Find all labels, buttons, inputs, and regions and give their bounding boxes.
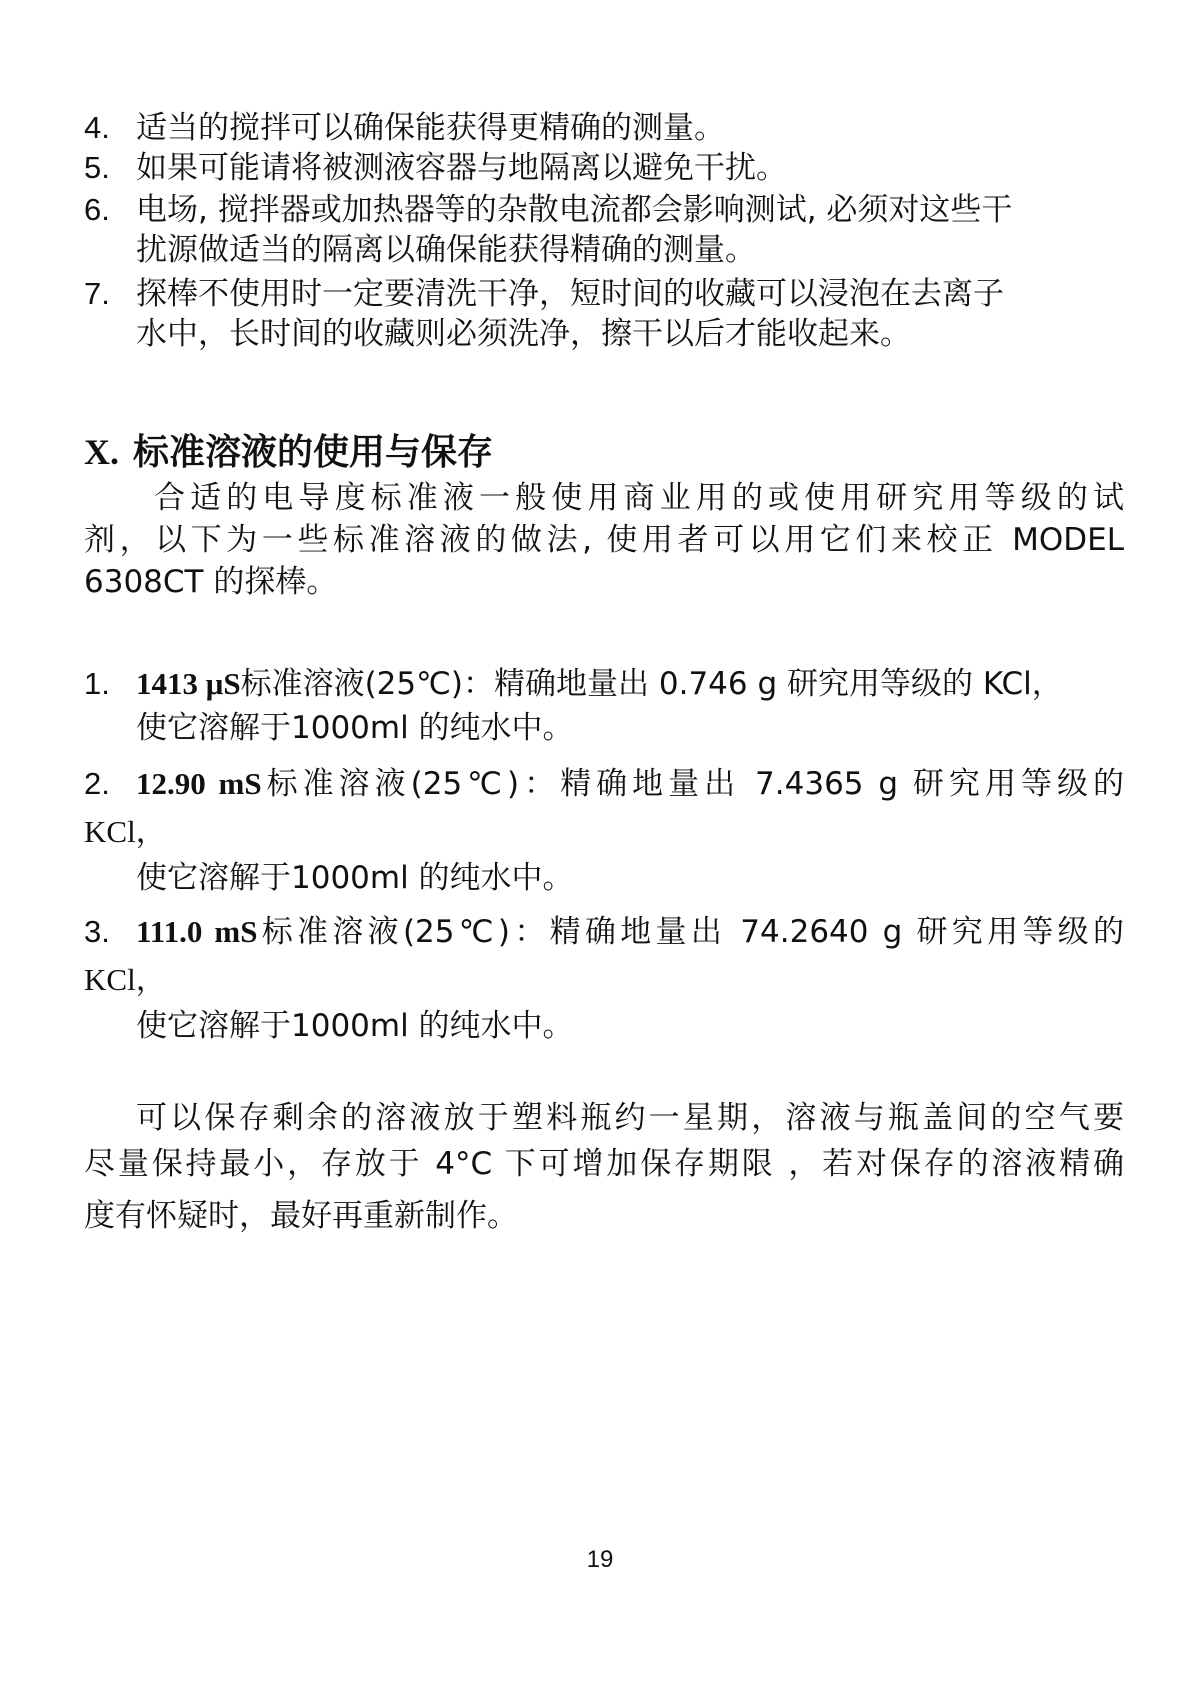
list-text: 如果可能请将被测液容器与地隔离以避免干扰。 xyxy=(136,150,787,186)
solution-item-2 xyxy=(84,764,1124,804)
concentration: 1413 μS xyxy=(136,666,241,701)
storage-line-3: 度有怀疑时，最好再重新制作。 xyxy=(84,1198,518,1234)
list-number: 1. xyxy=(84,666,110,701)
solution-dissolve-1: 使它溶解于1000ml 的纯水中。 xyxy=(136,710,574,746)
solution-cont-3: KCl， xyxy=(84,962,167,997)
list-text: 适当的搅拌可以确保能获得更精确的测量。 xyxy=(136,110,725,146)
list-item-7 xyxy=(84,274,1004,314)
section-title: 标准溶液的使用与保存 xyxy=(133,432,494,473)
section-heading xyxy=(84,428,493,477)
solution-text: 标准溶液(25℃)：精确地量出 7.4365 g 研究用等级的 xyxy=(261,766,1124,802)
page-number: 19 xyxy=(586,1546,614,1573)
solution-dissolve-3: 使它溶解于1000ml 的纯水中。 xyxy=(136,1008,574,1044)
storage-line-1: 可以保存剩余的溶液放于塑料瓶约一星期，溶液与瓶盖间的空气要 xyxy=(136,1100,1124,1136)
list-item-4 xyxy=(84,108,725,148)
solution-text: 标准溶液(25℃)：精确地量出 0.746 g 研究用等级的 KCl， xyxy=(240,666,1063,702)
list-number: 5. xyxy=(84,150,110,185)
list-number: 6. xyxy=(84,192,110,227)
list-text: 探棒不使用时一定要清洗干净，短时间的收藏可以浸泡在去离子 xyxy=(136,276,1004,312)
list-number: 3. xyxy=(84,914,110,949)
list-text: 水中，长时间的收藏则必须洗净，擦干以后才能收起来。 xyxy=(136,316,911,352)
concentration: 12.90 mS xyxy=(136,766,262,801)
list-number: 2. xyxy=(84,766,110,801)
list-item-5 xyxy=(84,148,787,188)
solution-item-3 xyxy=(84,912,1124,952)
intro-line-3: 6308CT 的探棒。 xyxy=(84,564,338,600)
concentration: 111.0 mS xyxy=(136,914,258,949)
solution-dissolve-2: 使它溶解于1000ml 的纯水中。 xyxy=(136,860,574,896)
intro-line-1: 合适的电导度标准液一般使用商业用的或使用研究用等级的试 xyxy=(154,480,1124,516)
list-text: 电场, 搅拌器或加热器等的杂散电流都会影响测试, 必须对这些干 xyxy=(136,192,1013,228)
list-text: 扰源做适当的隔离以确保能获得精确的测量。 xyxy=(136,232,756,268)
list-item-7-cont xyxy=(136,314,911,354)
list-number: 4. xyxy=(84,110,110,145)
section-number: X. xyxy=(84,432,119,472)
list-number: 7. xyxy=(84,276,110,311)
storage-line-2: 尽量保持最小，存放于 4°C 下可增加保存期限 ，若对保存的溶液精确 xyxy=(84,1146,1124,1182)
solution-text: 标准溶液(25℃)：精确地量出 74.2640 g 研究用等级的 xyxy=(257,914,1124,950)
list-item-6 xyxy=(84,190,1012,230)
solution-item-1 xyxy=(84,664,1063,704)
solution-cont-2: KCl， xyxy=(84,814,167,849)
intro-line-2: 剂，以下为一些标准溶液的做法, 使用者可以用它们来校正 MODEL xyxy=(84,522,1124,558)
list-item-6-cont xyxy=(136,230,756,270)
